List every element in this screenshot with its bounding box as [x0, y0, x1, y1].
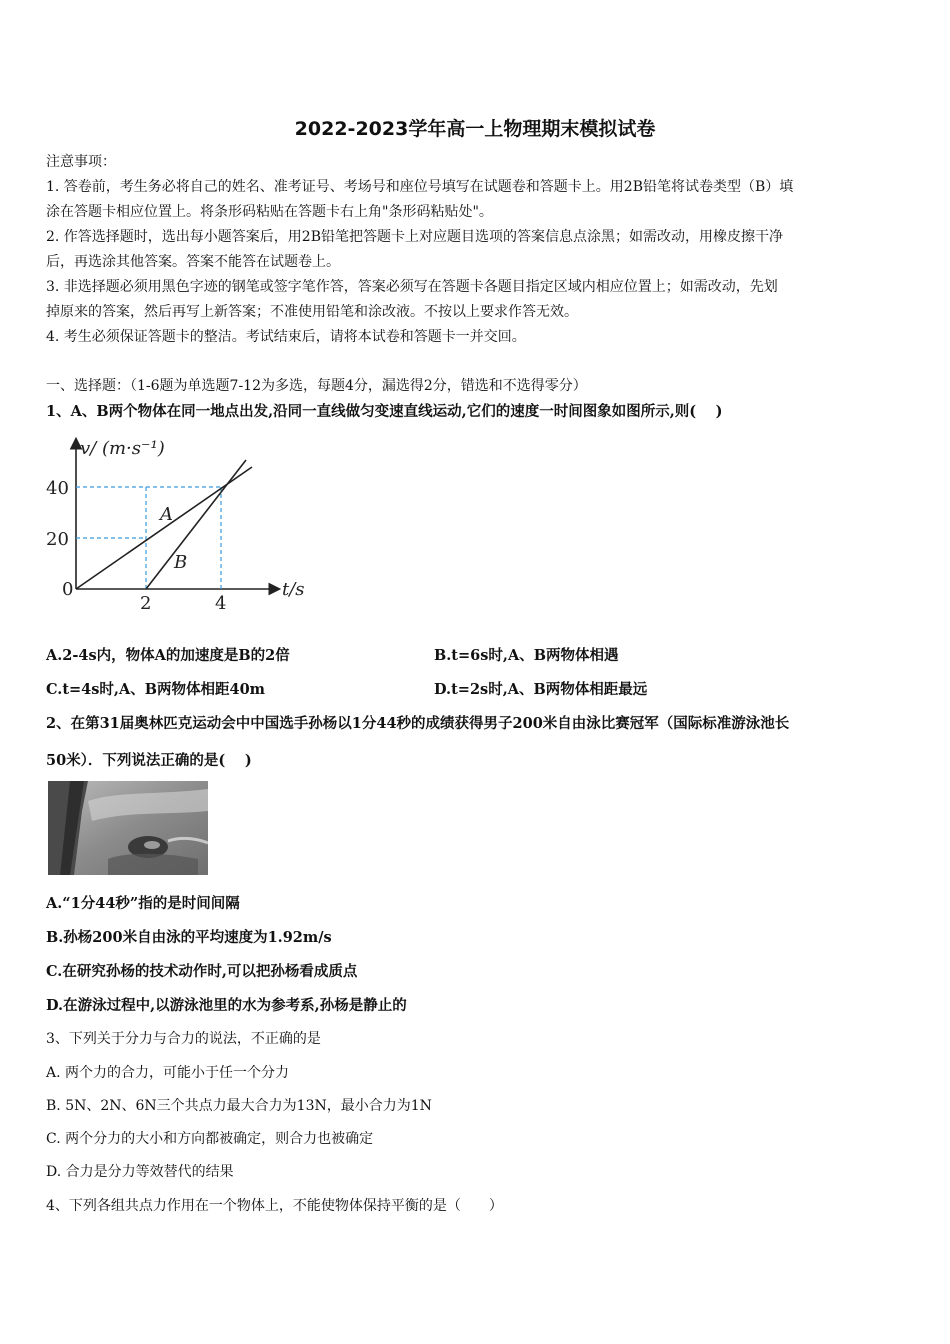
line-a-label: A [160, 504, 173, 525]
y-axis-label: v/ (m·s⁻¹) [80, 438, 165, 459]
question-4-stem: 4、下列各组共点力作用在一个物体上，不能使物体保持平衡的是（ ） [46, 1198, 503, 1214]
notice-heading: 注意事项： [46, 154, 116, 170]
notice-line: 3. 非选择题必须用黑色字迹的钢笔或签字笔作答，答案必须写在答题卡各题目指定区域内相应位置上；如需改动，先划 [46, 279, 778, 295]
q1-option-b: B.t=6s时,A、B两物体相遇 [434, 647, 619, 664]
q2-option-c: C.在研究孙杨的技术动作时,可以把孙杨看成质点 [46, 963, 358, 980]
x-tick-4: 4 [215, 593, 227, 612]
question-3-stem: 3、下列关于分力与合力的说法，不正确的是 [46, 1031, 321, 1047]
q1-option-c: C.t=4s时,A、B两物体相距40m [46, 681, 266, 698]
q3-option-a: A. 两个力的合力，可能小于任一个分力 [46, 1065, 290, 1081]
line-b-label: B [174, 552, 188, 573]
x-tick-2: 2 [140, 593, 152, 612]
q2-option-d: D.在游泳过程中,以游泳池里的水为参考系,孙杨是静止的 [46, 997, 407, 1014]
notice-line: 2. 作答选择题时，选出每小题答案后，用2B铅笔把答题卡上对应题目选项的答案信息点涂黑；如需改动，用橡皮擦干净 [46, 229, 783, 245]
y-tick-40: 40 [46, 478, 69, 499]
question-2-stem-cont: 50米）．下列说法正确的是( ) [46, 752, 252, 769]
notice-line: 涂在答题卡相应位置上。将条形码粘贴在答题卡右上角"条形码粘贴处"。 [46, 204, 493, 220]
y-tick-20: 20 [46, 529, 69, 550]
q3-option-d: D. 合力是分力等效替代的结果 [46, 1164, 234, 1180]
notice-line: 4. 考生必须保证答题卡的整洁。考试结束后，请将本试卷和答题卡一并交回。 [46, 329, 526, 345]
swimmer-photo [48, 781, 208, 875]
q3-option-c: C. 两个分力的大小和方向都被确定，则合力也被确定 [46, 1131, 374, 1147]
velocity-time-graph [40, 432, 320, 612]
q2-option-a: A.“1分44秒”指的是时间间隔 [46, 895, 240, 912]
notice-line: 掉原来的答案，然后再写上新答案；不准使用铅笔和涂改液。不按以上要求作答无效。 [46, 304, 578, 320]
q2-option-b: B.孙杨200米自由泳的平均速度为1.92m/s [46, 929, 332, 946]
question-1-stem: 1、A、B两个物体在同一地点出发,沿同一直线做匀变速直线运动,它们的速度一时间图象如图所示,则( ) [46, 403, 723, 420]
page-title: 2022-2023学年高一上物理期末模拟试卷 [294, 118, 656, 140]
q1-option-a: A.2-4s内，物体A的加速度是B的2倍 [46, 647, 290, 664]
x-axis-label: t/s [282, 579, 305, 600]
origin-label: 0 [62, 579, 74, 600]
section-heading: 一、选择题：（1-6题为单选题7-12为多选，每题4分，漏选得2分，错选和不选得零分） [46, 378, 587, 394]
notice-line: 1. 答卷前，考生务必将自己的姓名、准考证号、考场号和座位号填写在试题卷和答题卡上。用2B铅笔将试卷类型（B）填 [46, 179, 794, 195]
q1-option-d: D.t=2s时,A、B两物体相距最远 [434, 681, 648, 698]
q3-option-b: B. 5N、2N、6N三个共点力最大合力为13N，最小合力为1N [46, 1098, 432, 1114]
question-2-stem: 2、在第31届奥林匹克运动会中中国选手孙杨以1分44秒的成绩获得男子200米自由泳比赛冠军（国际标准游泳池长 [46, 715, 790, 732]
notice-line: 后，再选涂其他答案。答案不能答在试题卷上。 [46, 254, 340, 270]
